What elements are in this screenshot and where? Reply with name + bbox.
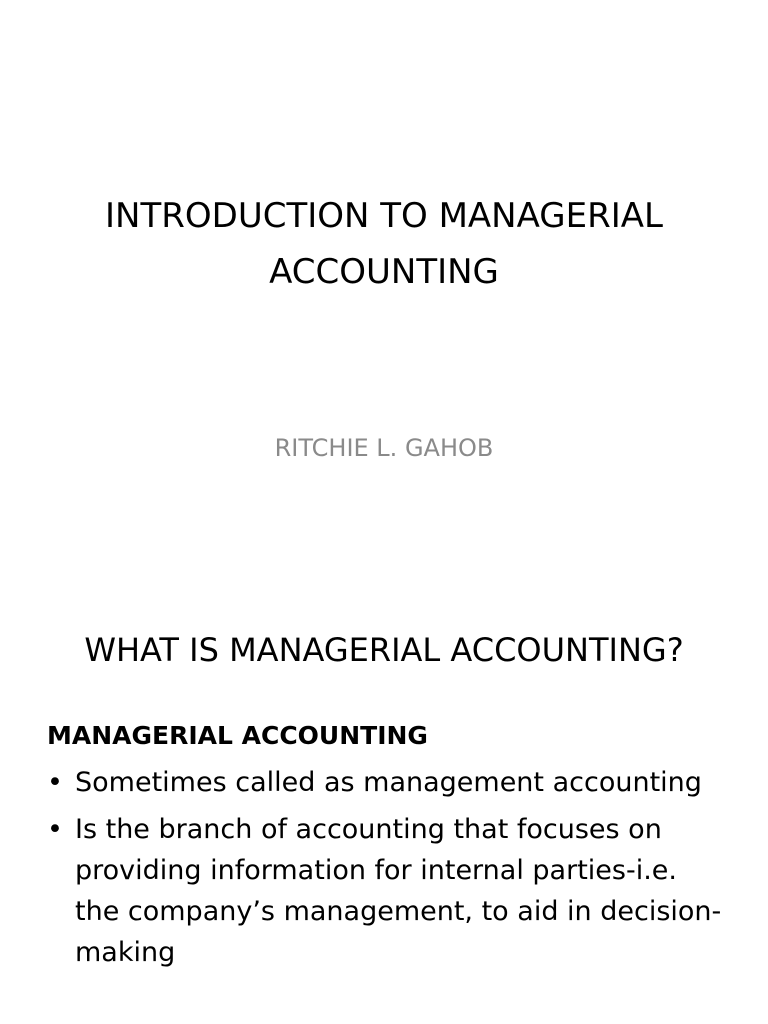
slide-body [47, 716, 727, 979]
section-heading: MANAGERIAL ACCOUNTING [47, 721, 428, 750]
bullet-item [47, 809, 727, 973]
author-subtitle: RITCHIE L. GAHOB [274, 434, 494, 462]
bullet-icon: • [47, 767, 63, 798]
bullet-item [47, 762, 727, 803]
content-slide [0, 576, 768, 1024]
bullet-icon: • [47, 814, 63, 845]
slide-title: INTRODUCTION TO MANAGERIAL ACCOUNTING [105, 196, 663, 292]
bullet-list [47, 762, 727, 973]
bullet-text: Sometimes called as management accounting [75, 767, 702, 798]
slide-title: WHAT IS MANAGERIAL ACCOUNTING? [84, 631, 684, 669]
bullet-text: Is the branch of accounting that focuses on providing information for internal parties-i.e. the company’s management, to aid in decision-making [75, 814, 722, 968]
